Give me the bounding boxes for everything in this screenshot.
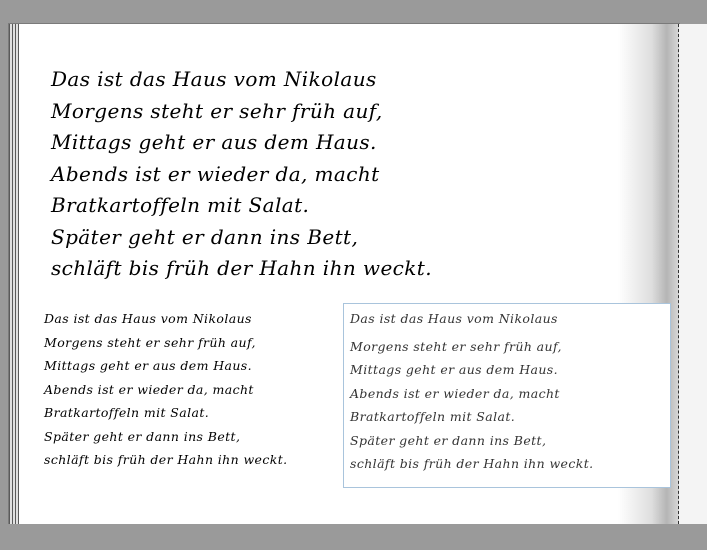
poem-framed-line: Abends ist er wieder da, macht [350,385,560,401]
poem-small-line: schläft bis früh der Hahn ihn weckt. [44,452,288,467]
poem-line: Mittags geht er aus dem Haus. [51,130,377,154]
next-page-edge [679,24,707,524]
poem-line: Abends ist er wieder da, macht [51,161,380,186]
poem-small-line: Abends ist er wieder da, macht [44,381,254,397]
poem-line: schläft bis früh der Hahn ihn weckt. [51,256,432,280]
poem-small-line: Bratkartoffeln mit Salat. [44,405,210,420]
poem-framed-line: Morgens steht er sehr früh auf, [350,338,562,354]
poem-framed-line: Mittags geht er aus dem Haus. [350,362,558,377]
poem-line: Bratkartoffeln mit Salat. [51,193,310,217]
poem-large-block [51,64,432,285]
poem-small-line: Mittags geht er aus dem Haus. [44,358,252,373]
poem-line: Morgens steht er sehr früh auf, [51,98,383,123]
page-stack-edge [9,24,21,524]
poem-framed-line: Später geht er dann ins Bett, [350,432,547,448]
poem-small-line: Später geht er dann ins Bett, [44,428,241,444]
poem-small-line: Morgens steht er sehr früh auf, [44,334,256,350]
poem-line: Später geht er dann ins Bett, [51,224,359,249]
poem-framed-line: Das ist das Haus vom Nikolaus [350,311,558,326]
poem-line: Das ist das Haus vom Nikolaus [51,67,377,91]
poem-text-frame[interactable] [343,303,671,488]
viewer-bottom-margin [0,524,707,550]
poem-framed-block [350,307,594,476]
poem-small-block [44,307,288,472]
poem-framed-line: Bratkartoffeln mit Salat. [350,409,516,424]
poem-small-line: Das ist das Haus vom Nikolaus [44,311,252,326]
poem-framed-line: schläft bis früh der Hahn ihn weckt. [350,456,594,471]
